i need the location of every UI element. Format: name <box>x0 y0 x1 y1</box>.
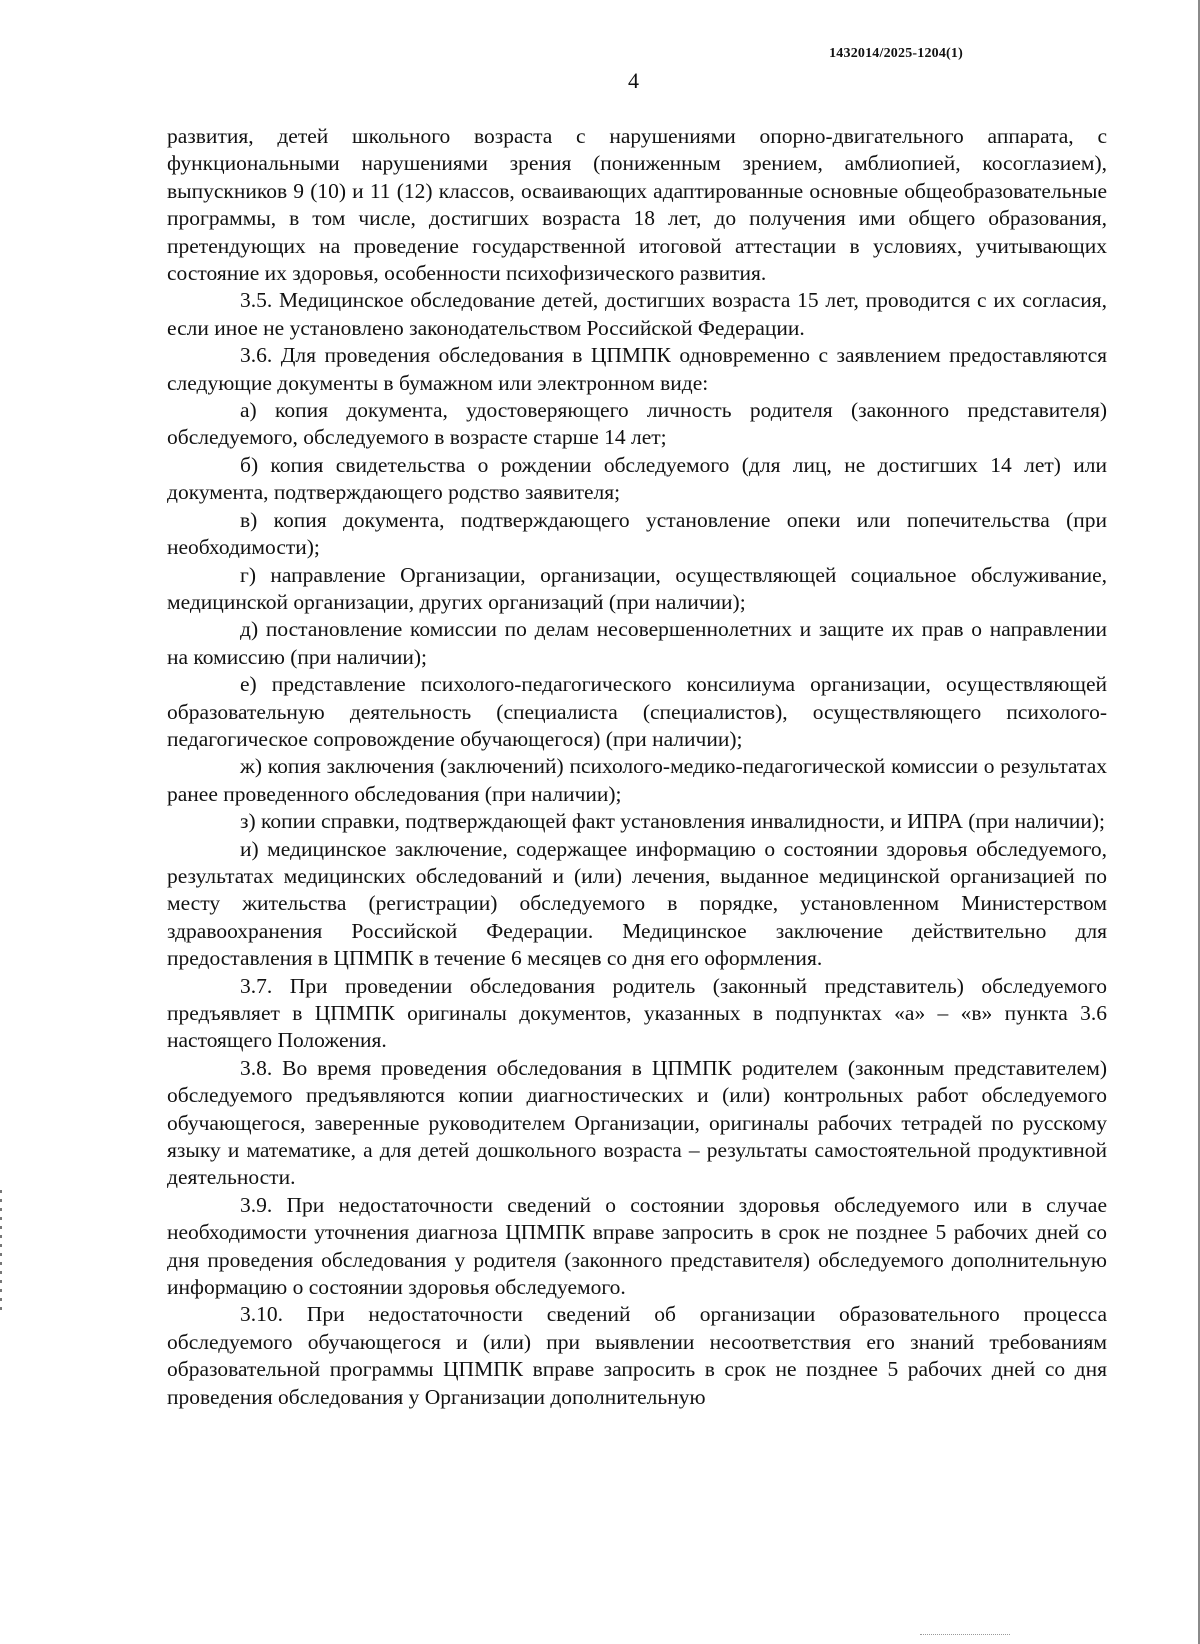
paragraph-continuation: развития, детей школьного возраста с нарушениями опорно-двигательного аппарата, с функциональными нарушениями зрения (пониженным зрением, амблиопией, косоглазием), выпускников 9 (10) и 11 (12) классов, осваивающих адаптированные основные общеобразовательные программы, в том числе, достигших возраста 18 лет, до получения ими общего образования, претендующих на проведение государственной итоговой аттестации в условиях, учитывающих состояние их здоровья, особенности психофизического развития. <box>167 124 1107 286</box>
list-item-e: е) представление психолого-педагогического консилиума организации, осуществляющей образовательную деятельность (специалиста (специалистов), осуществляющего психолого-педагогическое сопровождение обучающегося) (при наличии); <box>167 672 1107 751</box>
scan-margin-marks <box>0 1190 2 1310</box>
list-item-z: з) копии справки, подтверждающей факт установления инвалидности, и ИПРА (при наличии); <box>240 809 1105 834</box>
paragraph-3-6: 3.6. Для проведения обследования в ЦПМПК одновременно с заявлением предоставляются следующие документы в бумажном или электронном виде: <box>167 343 1107 395</box>
page-number: 4 <box>628 68 639 93</box>
paragraph-3-8: 3.8. Во время проведения обследования в ЦПМПК родителем (законным представителем) обследуемого предъявляются копии диагностических и (или) контрольных работ обследуемого обучающегося, заверенные руководителем Организации, оригиналы рабочих тетрадей по русскому языку и математике, а для детей дошкольного возраста – результаты самостоятельной продуктивной деятельности. <box>167 1055 1107 1190</box>
paragraph-3-7: 3.7. При проведении обследования родитель (законный представитель) обследуемого предъявляет в ЦПМПК оригиналы документов, указанных в подпунктах «а» – «в» пункта 3.6 настоящего Положения. <box>167 973 1107 1053</box>
document-body <box>167 123 1107 1411</box>
list-item-v: в) копия документа, подтверждающего установление опеки или попечительства (при необходимости); <box>167 507 1107 560</box>
list-item-i: и) медицинское заключение, содержащее информацию о состоянии здоровья обследуемого, результатах медицинских обследований и (или) лечения, выданное медицинской организацией по месту жительства (регистрации) обследуемого в порядке, установленном Министерством здравоохранения Российской Федерации. Медицинское заключение действительно для предоставления в ЦПМПК в течение 6 месяцев со дня его оформления. <box>167 836 1107 971</box>
document-registration-number: 1432014/2025-1204(1) <box>829 46 963 61</box>
list-item-zh: ж) копия заключения (заключений) психолого-медико-педагогической комиссии о результатах ранее проведенного обследования (при наличии); <box>167 754 1107 806</box>
list-item-a: а) копия документа, удостоверяющего личность родителя (законного представителя) обследуемого, обследуемого в возрасте старше 14 лет; <box>167 398 1107 450</box>
scan-bottom-mark <box>920 1634 1010 1636</box>
paragraph-3-9: 3.9. При недостаточности сведений о состоянии здоровья обследуемого или в случае необходимости уточнения диагноза ЦПМПК вправе запросить в срок не позднее 5 рабочих дней со дня проведения обследования у родителя (законного представителя) обследуемого дополнительную информацию о состоянии здоровья обследуемого. <box>167 1192 1107 1300</box>
paragraph-3-5: 3.5. Медицинское обследование детей, достигших возраста 15 лет, проводится с их согласия, если иное не установлено законодательством Российской Федерации. <box>167 288 1107 340</box>
list-item-b: б) копия свидетельства о рождении обследуемого (для лиц, не достигших 14 лет) или документа, подтверждающего родство заявителя; <box>167 452 1107 505</box>
list-item-d: д) постановление комиссии по делам несовершеннолетних и защите их прав о направлении на комиссию (при наличии); <box>167 617 1107 669</box>
list-item-g: г) направление Организации, организации, осуществляющей социальное обслуживание, медицинской организации, других организаций (при наличии); <box>167 562 1107 614</box>
paragraph-3-10: 3.10. При недостаточности сведений об организации образовательного процесса обследуемого обучающегося и (или) при выявлении несоответствия его знаний требованиям образовательной программы ЦПМПК вправе запросить в срок не позднее 5 рабочих дней со дня проведения обследования у Организации дополнительную <box>167 1302 1107 1409</box>
